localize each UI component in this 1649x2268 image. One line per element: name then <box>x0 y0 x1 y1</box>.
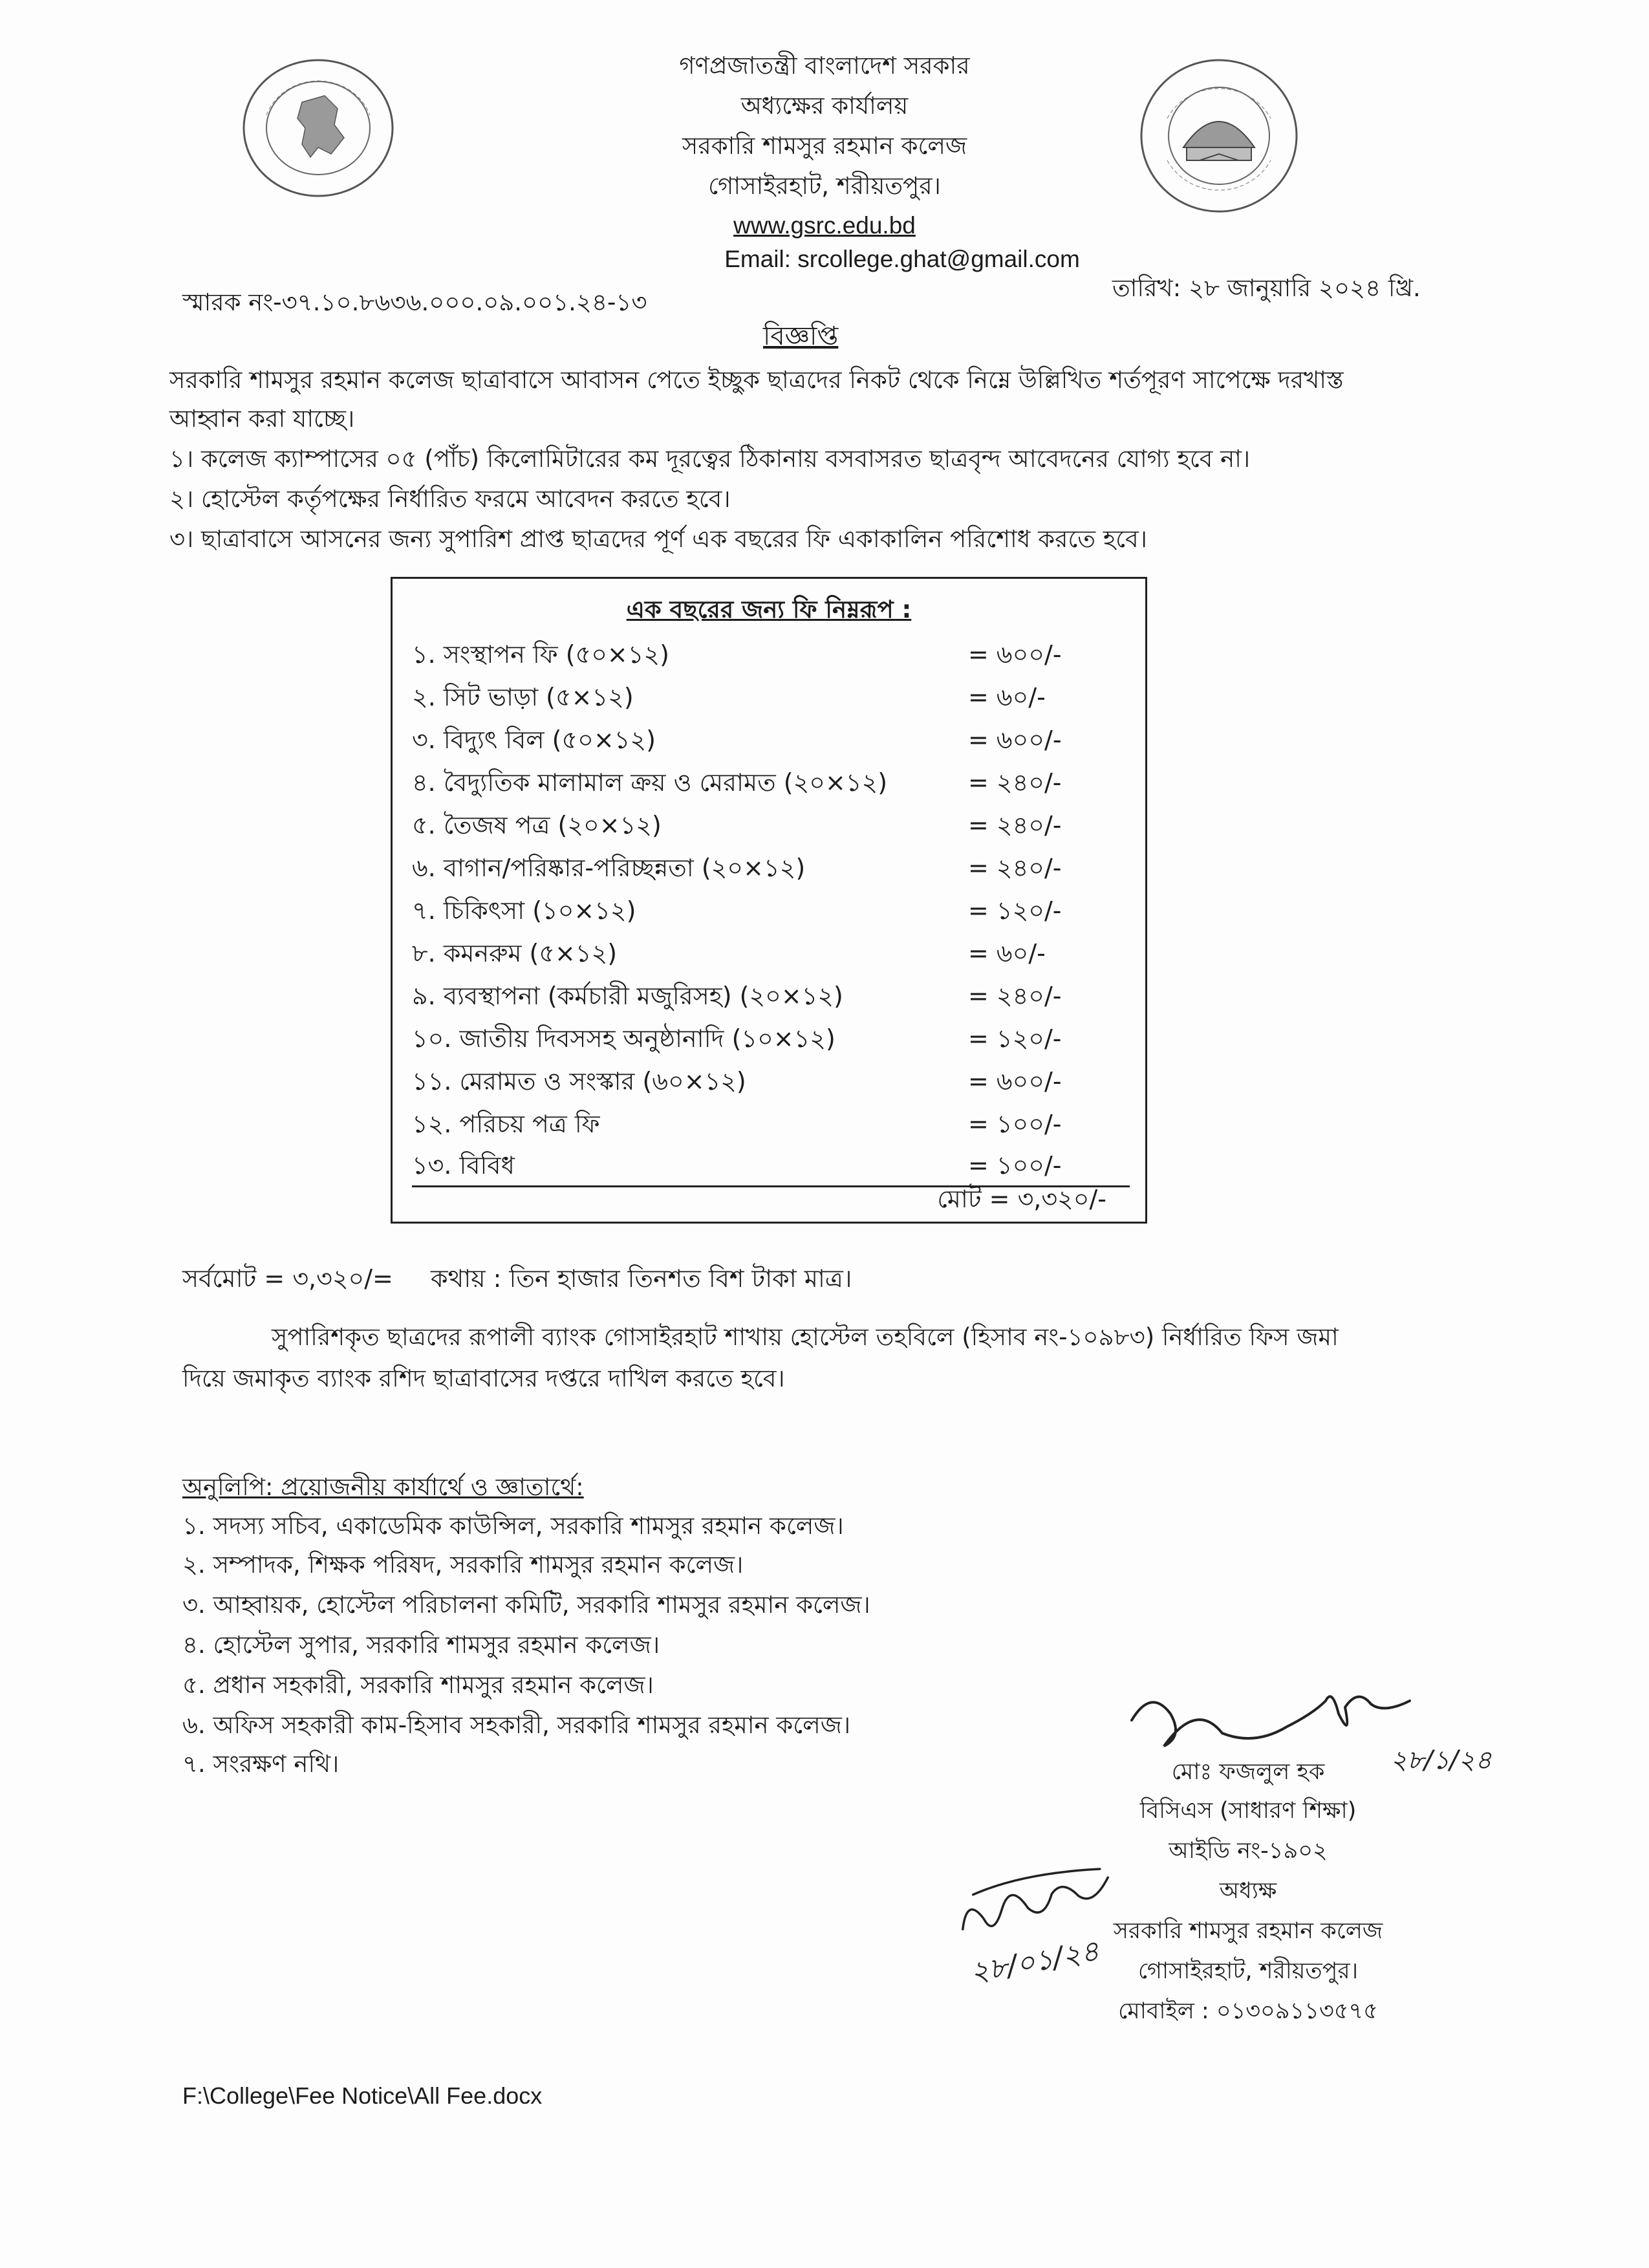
intro-line-1: সরকারি শামসুর রহমান কলেজ ছাত্রাবাসে আবাসন পেতে ইচ্ছুক ছাত্রদের নিকট থেকে নিম্নে উল্লিখিত শর্তপূরণ সাপেক্ষে দরখাস্ত <box>169 366 1344 394</box>
instruction-line-1: সুপারিশকৃত ছাত্রদের রূপালী ব্যাংক গোসাইরহাট শাখায় হোস্টেল তহবিলে (হিসাব নং-১০৯৮৩) নির্ধারিত ফিস জমা <box>272 1323 1339 1351</box>
fee-amount: = ৬০০/- <box>968 1067 1062 1096</box>
fee-amount: = ১০০/- <box>968 1151 1062 1180</box>
fee-amount: = ২৪০/- <box>968 768 1062 797</box>
copy-item: ৭. সংরক্ষণ নথি। <box>182 1750 339 1778</box>
college-location: গোসাইরহাট, শরীয়তপুর। <box>708 172 941 200</box>
signatory-cadre: বিসিএস (সাধারণ শিক্ষা) <box>1139 1798 1357 1824</box>
fee-label: ৪. বৈদ্যুতিক মালামাল ক্রয় ও মেরামত (২০×১২) <box>412 768 888 797</box>
fee-label: ৯. ব্যবস্থাপনা (কর্মচারী মজুরিসহ) (২০×১২) <box>412 982 843 1010</box>
fee-label: ১২. পরিচয় পত্র ফি <box>412 1110 600 1138</box>
college-name: সরকারি শামসুর রহমান কলেজ <box>682 132 967 160</box>
fee-label: ১৩. বিবিধ <box>412 1151 515 1180</box>
handwritten-date: ২৮/০১/২৪ <box>967 1934 1102 1990</box>
fee-amount: = ২৪০/- <box>968 811 1062 839</box>
email-address: Email: srcollege.ghat@gmail.com <box>724 246 1080 272</box>
fee-row <box>412 934 1136 973</box>
condition-item: ২। হোস্টেল কর্তৃপক্ষের নির্ধারিত ফরমে আবেদন করতে হবে। <box>169 485 731 513</box>
fee-amount: = ৬০০/- <box>968 640 1062 669</box>
govt-name: গণপ্রজাতন্ত্রী বাংলাদেশ সরকার <box>679 52 970 80</box>
fee-row <box>412 977 1136 1016</box>
signatory-mobile: মোবাইল : ০১৩০৯১১৩৫৭৫ <box>1118 1998 1378 2024</box>
principal-signature <box>1125 1675 1416 1766</box>
copy-item: ১. সদস্য সচিব, একাডেমিক কাউন্সিল, সরকারি শামসুর রহমান কলেজ। <box>182 1512 844 1540</box>
fee-table-title-text: এক বছরের জন্য ফি নিম্নরূপ : <box>626 596 912 623</box>
fee-amount: = ১২০/- <box>968 1024 1062 1053</box>
fee-row <box>412 678 1136 717</box>
fee-amount: = ২৪০/- <box>968 854 1062 882</box>
fee-row <box>412 636 1136 675</box>
condition-item: ৩। ছাত্রাবাসে আসনের জন্য সুপারিশ প্রাপ্ত ছাত্রদের পূর্ণ এক বছরের ফি একাকালিন পরিশোধ করতে হবে। <box>169 525 1147 553</box>
fee-row <box>412 721 1136 760</box>
grand-total: সর্বমোট = ৩,৩২০/= <box>182 1264 393 1293</box>
copy-heading: অনুলিপি: প্রয়োজনীয় কার্যার্থে ও জ্ঞাতার্থে: <box>182 1473 584 1501</box>
memo-number: স্মারক নং-৩৭.১০.৮৬৩৬.০০০.০৯.০০১.২৪-১৩ <box>182 288 647 316</box>
fee-label: ৭. চিকিৎসা (১০×১২) <box>412 896 636 925</box>
handwritten-date: ২৮/১/২৪ <box>1390 1745 1492 1775</box>
fee-row <box>412 892 1136 931</box>
fee-total: মোট = ৩,৩২০/- <box>937 1185 1106 1213</box>
signatory-location: গোসাইরহাট, শরীয়তপুর। <box>1137 1958 1359 1984</box>
copy-item: ২. সম্পাদক, শিক্ষক পরিষদ, সরকারি শামসুর রহমান কলেজ। <box>182 1551 744 1579</box>
file-path: F:\College\Fee Notice\All Fee.docx <box>182 2082 543 2109</box>
fee-label: ২. সিট ভাড়া (৫×১২) <box>412 683 634 711</box>
instruction-line-2: দিয়ে জমাকৃত ব্যাংক রশিদ ছাত্রাবাসের দপ্তরে দাখিল করতে হবে। <box>182 1365 785 1392</box>
fee-table <box>391 577 1147 1224</box>
fee-label: ৫. তৈজষ পত্র (২০×১২) <box>412 811 662 839</box>
copy-item: ৪. হোস্টেল সুপার, সরকারি শামসুর রহমান কলেজ। <box>182 1631 660 1659</box>
fee-amount: = ২৪০/- <box>968 982 1062 1010</box>
fee-row <box>412 806 1136 845</box>
copy-item: ৫. প্রধান সহকারী, সরকারি শামসুর রহমান কলেজ। <box>182 1671 654 1699</box>
copy-item: ৬. অফিস সহকারী কাম-হিসাব সহকারী, সরকারি শামসুর রহমান কলেজ। <box>182 1711 851 1739</box>
copy-item: ৩. আহ্বায়ক, হোস্টেল পরিচালনা কমিটি, সরকারি শামসুর রহমান কলেজ। <box>182 1591 870 1619</box>
fee-row <box>412 1105 1136 1144</box>
fee-label: ৩. বিদ্যুৎ বিল (৫০×১২) <box>412 726 656 754</box>
signatory-designation: অধ্যক্ষ <box>1219 1878 1277 1904</box>
fee-row <box>412 1020 1136 1059</box>
fee-label: ৬. বাগান/পরিষ্কার-পরিচ্ছন্নতা (২০×১২) <box>412 854 806 882</box>
fee-row <box>412 764 1136 803</box>
notice-date: তারিখ: ২৮ জানুয়ারি ২০২৪ খ্রি. <box>1112 274 1421 302</box>
signatory-college: সরকারি শামসুর রহমান কলেজ <box>1113 1918 1383 1944</box>
office-name: অধ্যক্ষের কার্যালয় <box>740 92 909 120</box>
fee-label: ৮. কমনরুম (৫×১২) <box>412 939 618 967</box>
fee-row <box>412 1063 1136 1101</box>
fee-amount: = ৬০/- <box>968 939 1046 967</box>
fee-table-title <box>393 590 1145 631</box>
signatory-id: আইডি নং-১৯০২ <box>1169 1838 1328 1864</box>
fee-row <box>412 849 1136 888</box>
fee-amount: = ১২০/- <box>968 896 1062 925</box>
fee-label: ১১. মেরামত ও সংস্কার (৬০×১২) <box>412 1067 746 1096</box>
amount-in-words: কথায় : তিন হাজার তিনশত বিশ টাকা মাত্র। <box>431 1264 852 1293</box>
website-link[interactable]: www.gsrc.edu.bd <box>733 212 916 239</box>
fee-amount: = ৬০০/- <box>968 726 1062 754</box>
fee-label: ১. সংস্থাপন ফি (৫০×১২) <box>412 640 669 669</box>
intro-line-2: আহ্বান করা যাচ্ছে। <box>169 405 355 433</box>
condition-item: ১। কলেজ ক্যাম্পাসের ০৫ (পাঁচ) কিলোমিটারের কম দূরত্বের ঠিকানায় বসবাসরত ছাত্রবৃন্দ আবেদনের যোগ্য হবে না। <box>169 445 1251 473</box>
notice-title: বিজ্ঞপ্তি <box>763 321 839 351</box>
signatory-name: মোঃ ফজলুল হক <box>1171 1759 1325 1785</box>
fee-label: ১০. জাতীয় দিবসসহ অনুষ্ঠানাদি (১০×১২) <box>412 1024 835 1053</box>
fee-amount: = ১০০/- <box>968 1110 1062 1138</box>
fee-amount: = ৬০/- <box>968 683 1046 711</box>
